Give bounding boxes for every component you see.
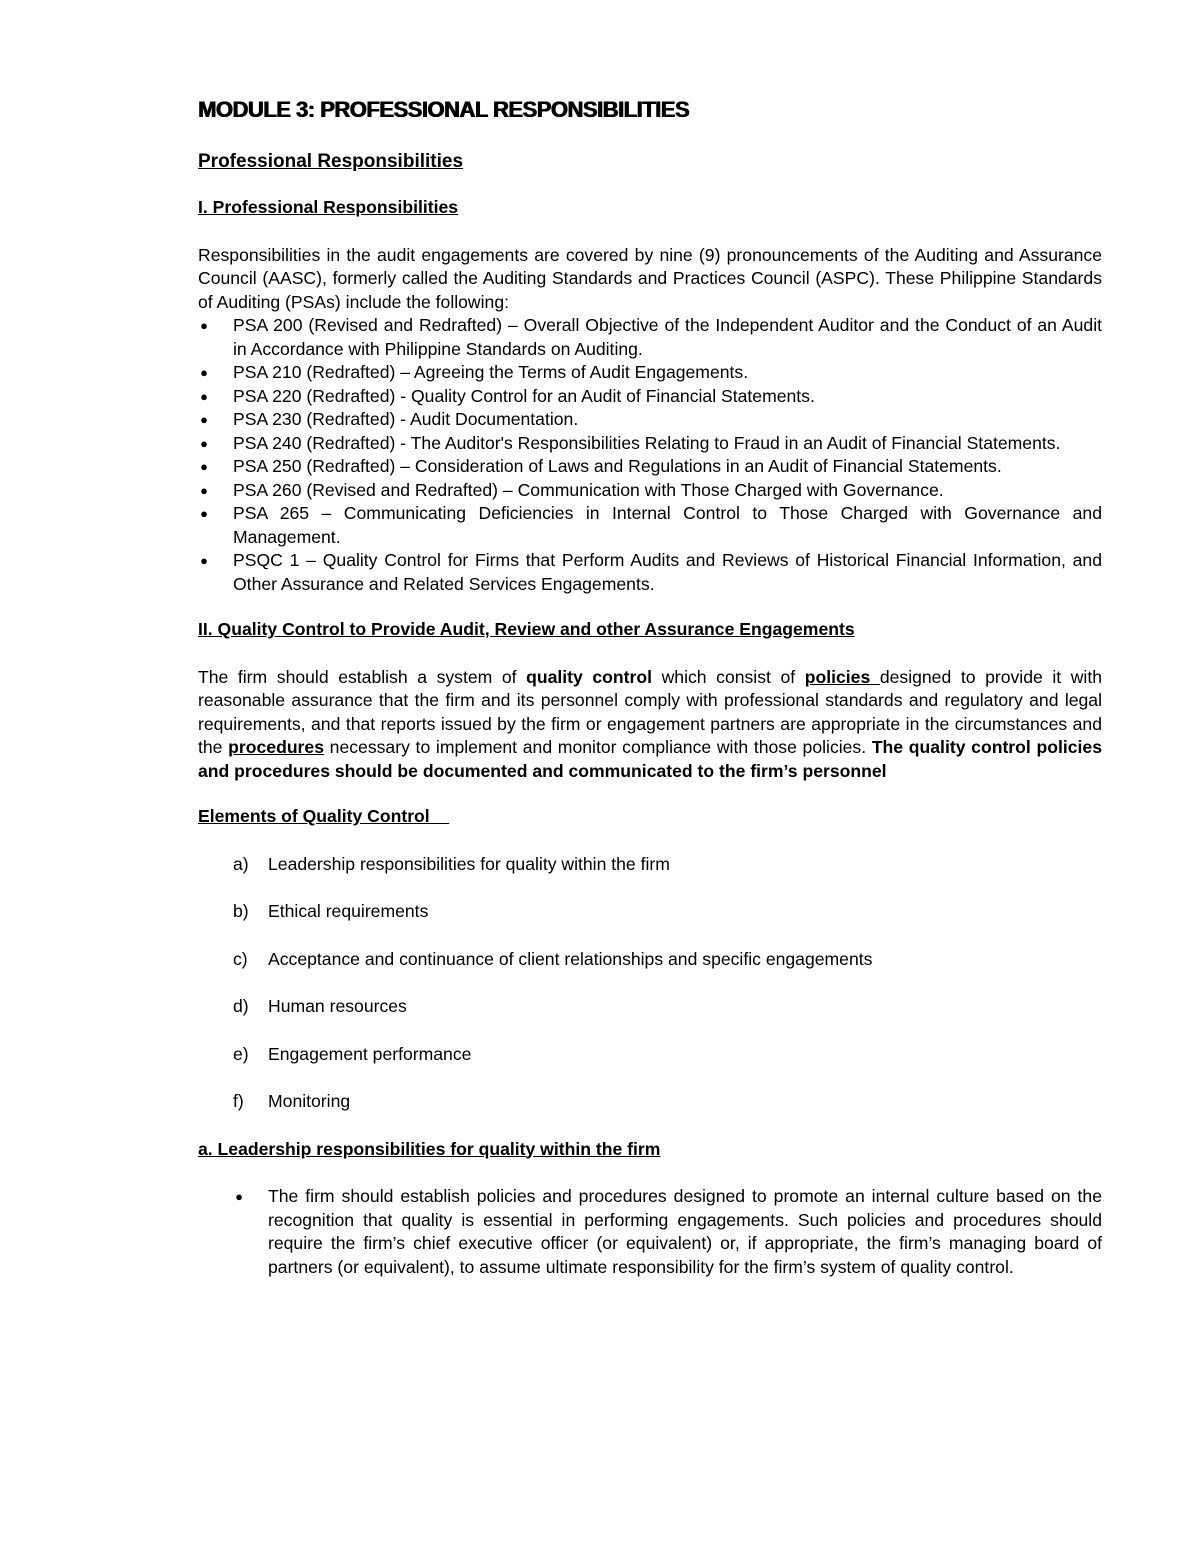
psa-list — [198, 314, 1102, 596]
section-a-heading: a. Leadership responsibilities for quality within the firm — [198, 1138, 661, 1159]
bullet-icon: ● — [200, 459, 208, 474]
spacer — [198, 596, 1102, 618]
elements-list — [198, 853, 1102, 1114]
spacer — [198, 783, 1102, 805]
section2-heading: II. Quality Control to Provide Audit, Review and other Assurance Engagements — [198, 619, 855, 639]
bullet-icon: ● — [200, 318, 208, 333]
bullet-icon: ● — [200, 412, 208, 427]
bullet-icon: ● — [200, 388, 208, 404]
bullet-icon: ● — [200, 365, 208, 380]
list-item: ● PSA 265 – Communicating Deficiencies in Internal Control to Those Charged with Governance and Management. — [198, 502, 1102, 549]
emphasis-statement: The quality control policies and procedures should be documented and communicated to the firm’s personnel — [198, 737, 1102, 781]
list-item: a) Leadership responsibilities for quality within the firm — [233, 853, 670, 874]
list-item: ● PSQC 1 – Quality Control for Firms that Perform Audits and Reviews of Historical Financial Information, and Other Assurance and Related Services Engagements. — [198, 549, 1102, 596]
section-leadership — [198, 1138, 1102, 1280]
list-item: ● PSA 260 (Revised and Redrafted) – Communication with Those Charged with Governance. — [198, 479, 1102, 503]
module-title: MODULE 3: PROFESSIONAL RESPONSIBILITIES — [198, 97, 690, 122]
elements-heading: Elements of Quality Control — [198, 806, 450, 826]
list-item: ● PSA 210 (Redrafted) – Agreeing the Terms of Audit Engagements. — [198, 361, 1102, 385]
document-page — [198, 98, 1102, 1279]
list-item: d) Human resources — [233, 996, 407, 1016]
term-policies: policies — [804, 666, 880, 687]
list-item: ● The firm should establish policies and procedures designed to promote an internal culture based on the recognition that quality is essential in performing engagements. Such policies and procedures should require the firm’s chief executive officer (or equivalent) or, if appropriate, the firm’s managing board of partners (or equivalent), to assume ultimate responsibility for the firm’s system of quality control. — [198, 1185, 1102, 1279]
section1-intro: Responsibilities in the audit engagements are covered by nine (9) pronouncements of the Auditing and Assurance Council (AASC), formerly called the Auditing Standards and Practices Council (ASPC). These Philippine Standards of Auditing (PSAs) include the following: — [198, 244, 1102, 312]
bullet-icon: ● — [200, 553, 208, 568]
term-procedures: procedures — [228, 737, 324, 757]
term-quality-control: quality control — [526, 666, 653, 687]
subtitle: Professional Responsibilities — [198, 150, 464, 172]
bullet-icon: ● — [200, 435, 208, 451]
list-item: ● PSA 220 (Redrafted) - Quality Control for an Audit of Financial Statements. — [198, 385, 1102, 409]
list-item: e) Engagement performance — [233, 1043, 472, 1064]
bullet-icon: ● — [200, 482, 208, 498]
section-quality-control — [198, 618, 1102, 783]
section-professional-responsibilities — [198, 196, 1102, 596]
list-item: ● PSA 250 (Redrafted) – Consideration of Laws and Regulations in an Audit of Financial Statements. — [198, 455, 1102, 479]
list-item: ● PSA 200 (Revised and Redrafted) – Overall Objective of the Independent Auditor and the Conduct of an Audit in Accordance with Philippine Standards on Auditing. — [198, 314, 1102, 361]
bullet-icon: ● — [200, 506, 208, 521]
bullet-icon: ● — [235, 1189, 243, 1204]
list-item: ● PSA 230 (Redrafted) - Audit Documentation. — [198, 408, 1102, 432]
list-item: c) Acceptance and continuance of client relationships and specific engagements — [233, 948, 873, 969]
list-item: b) Ethical requirements — [233, 901, 429, 921]
section2-paragraph: The firm should establish a system of quality control which consist of policies designed to provide it with reasonable assurance that the firm and its personnel comply with professional standards and regulatory and legal requirements, and that reports issued by the firm or engagement partners are appropriate in the circumstances and the procedures necessary to implement and monitor compliance with those policies. The quality control policies and procedures should be documented and communicated to the firm’s personnel — [198, 666, 1102, 781]
section-elements — [198, 805, 1102, 1114]
list-item: f) Monitoring — [233, 1091, 351, 1111]
list-item: ● PSA 240 (Redrafted) - The Auditor's Responsibilities Relating to Fraud in an Audit of Financial Statements. — [198, 432, 1102, 456]
section1-heading: I. Professional Responsibilities — [198, 197, 459, 217]
leadership-list — [198, 1185, 1102, 1279]
